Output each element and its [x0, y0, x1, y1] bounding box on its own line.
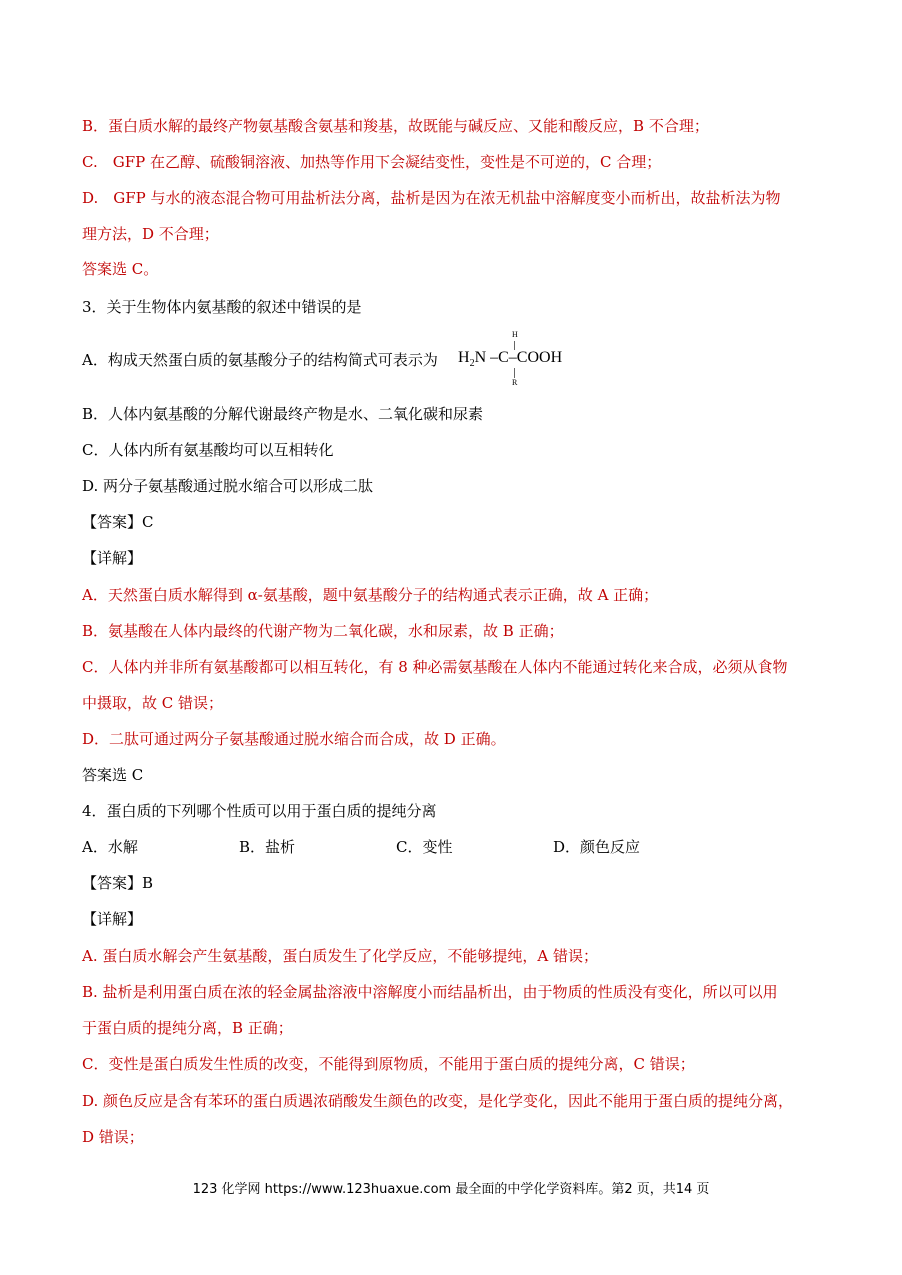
question-3-option-a: A．构成天然蛋白质的氨基酸分子的结构简式可表示为 — [82, 351, 438, 369]
question-3-explanation-c-line1: C．人体内并非所有氨基酸都可以相互转化，有 8 种必需氨基酸在人体内不能通过转化来合成，必须从食物 — [82, 658, 788, 676]
question-4-option-d: D．颜色反应 — [553, 838, 641, 856]
explanation-c: C. GFP 在乙醇、硫酸铜溶液、加热等作用下会凝结变性，变性是不可逆的，C 合理； — [82, 153, 662, 171]
question-4-explanation-a: A. 蛋白质水解会产生氨基酸，蛋白质发生了化学反应，不能够提纯，A 错误； — [82, 947, 598, 965]
question-3-explanation-d: D．二肽可通过两分子氨基酸通过脱水缩合而合成，故 D 正确。 — [82, 730, 506, 748]
question-4-explanation-c: C．变性是蛋白质发生性质的改变，不能得到原物质，不能用于蛋白质的提纯分离，C 错误； — [82, 1055, 695, 1073]
question-4-explanation-d-line2: D 错误； — [82, 1128, 144, 1146]
question-4-option-b: B．盐析 — [239, 838, 296, 856]
explanation-b: B．蛋白质水解的最终产物氨基酸含氨基和羧基，故既能与碱反应、又能和酸反应，B 不合理； — [82, 117, 709, 135]
question-4-detail-title: 【详解】 — [82, 910, 143, 928]
question-3-explanation-b: B．氨基酸在人体内最终的代谢产物为二氧化碳，水和尿素，故 B 正确； — [82, 622, 564, 640]
question-4-stem: 4．蛋白质的下列哪个性质可以用于蛋白质的提纯分离 — [82, 802, 437, 820]
question-3-explanation-c-line2: 中摄取，故 C 错误； — [82, 694, 224, 712]
question-3-conclusion: 答案选 C — [82, 766, 144, 784]
question-4-explanation-b-line1: B. 盐析是利用蛋白质在浓的轻金属盐溶液中溶解度小而结晶析出，由于物质的性质没有变化，所以可以用 — [82, 983, 778, 1001]
question-3-option-c: C．人体内所有氨基酸均可以互相转化 — [82, 441, 334, 459]
question-4-option-c: C．变性 — [396, 838, 453, 856]
formula-bottom-r: R — [512, 378, 518, 387]
question-3-answer: 【答案】C — [82, 513, 154, 531]
explanation-d-line1: D. GFP 与水的液态混合物可用盐析法分离，盐析是因为在浓无机盐中溶解度变小而析出，故盐析法为物 — [82, 189, 781, 207]
question-4-option-a: A．水解 — [82, 838, 138, 856]
page-footer: 123 化学网 https://www.123huaxue.com 最全面的中学化学资料库。第2 页，共14 页 — [192, 1182, 710, 1197]
formula-main-chain: $H_2N$ –C–COOH — [458, 349, 563, 370]
question-3-stem: 3．关于生物体内氨基酸的叙述中错误的是 — [82, 298, 362, 316]
question-3-option-b: B．人体内氨基酸的分解代谢最终产物是水、二氧化碳和尿素 — [82, 405, 484, 423]
question-3-explanation-a: A．天然蛋白质水解得到 α-氨基酸，题中氨基酸分子的结构通式表示正确，故 A 正确； — [82, 586, 659, 604]
question-3-detail-title: 【详解】 — [82, 549, 143, 567]
answer-conclusion: 答案选 C。 — [82, 260, 159, 278]
amino-acid-formula — [458, 326, 598, 390]
question-3-option-d: D. 两分子氨基酸通过脱水缩合可以形成二肽 — [82, 477, 374, 495]
formula-bottom-bond — [514, 368, 515, 378]
question-4-explanation-d-line1: D. 颜色反应是含有苯环的蛋白质遇浓硝酸发生颜色的改变，是化学变化，因此不能用于蛋白质的提纯分离， — [82, 1092, 794, 1110]
question-4-explanation-b-line2: 于蛋白质的提纯分离，B 正确； — [82, 1019, 293, 1037]
formula-top-h: H — [512, 330, 518, 339]
question-4-answer: 【答案】B — [82, 874, 154, 892]
explanation-d-line2: 理方法，D 不合理； — [82, 225, 219, 243]
